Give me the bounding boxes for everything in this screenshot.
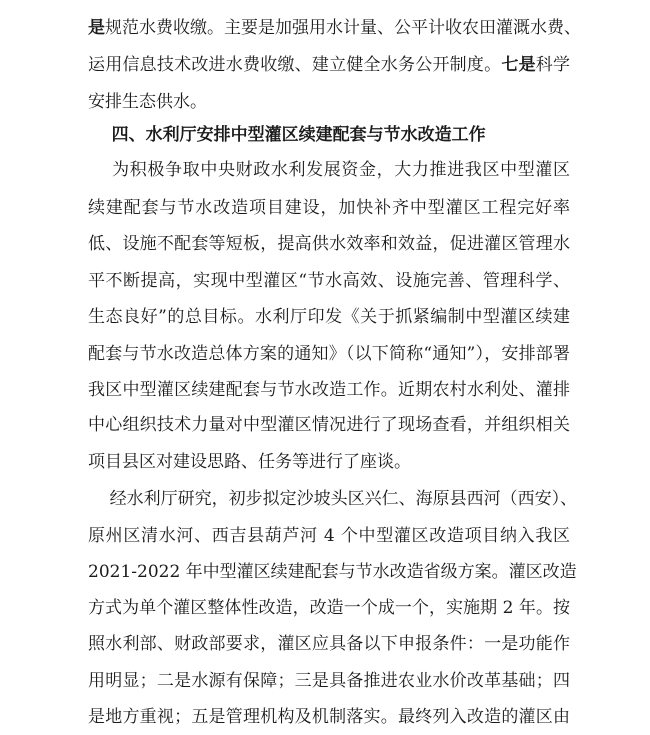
emphasis-text: 七是 [501,55,536,75]
section-heading: 四、水利厅安排中型灌区续建配套与节水改造工作 [88,125,486,145]
line-text: 科学 [535,55,571,75]
line-text: 运用信息技术改进水费收缴、建立健全水务公开制度。 [88,55,502,75]
paragraph-line: 用明显；二是水源有保障；三是具备推进农业水价改革基础；四 [88,671,570,691]
paragraph-line: 为积极争取中央财政水利发展资金，大力推进我区中型灌区 [88,160,570,180]
paragraph-line: 平不断提高，实现中型灌区“节水高效、设施完善、管理科学、 [88,271,570,291]
paragraph-line: 项目县区对建设思路、任务等进行了座谈。 [88,452,411,472]
paragraph-line: 照水利部、财政部要求，灌区应具备以下申报条件：一是功能作 [88,634,570,654]
paragraph-line: 续建配套与节水改造项目建设，加快补齐中型灌区工程完好率 [88,198,570,218]
paragraph-line: 是地方重视；五是管理机构及机制落实。最终列入改造的灌区由 [88,707,570,727]
paragraph-line: 原州区清水河、西吉县葫芦河 4 个中型灌区改造项目纳入我区 [88,526,570,546]
paragraph-line: 中心组织技术力量对中型灌区情况进行了现场查看，并组织相关 [88,415,570,435]
paragraph-line: 低、设施不配套等短板，提高供水效率和效益，促进灌区管理水 [88,234,570,254]
paragraph-line: 方式为单个灌区整体性改造，改造一个成一个，实施期 2 年。按 [88,598,570,618]
paragraph-line: 经水利厅研究，初步拟定沙坡头区兴仁、海原县西河（西安）、 [88,489,578,509]
paragraph-line: 2021-2022 年中型灌区续建配套与节水改造省级方案。灌区改造 [88,562,577,582]
paragraph-line [88,47,570,83]
paragraph-line: 我区中型灌区续建配套与节水改造工作。近期农村水利处、灌排 [88,380,570,400]
paragraph-line [88,10,581,46]
paragraph-line: 生态良好”的总目标。水利厅印发《关于抓紧编制中型灌区续建 [88,307,570,327]
emphasis-text: 是 [88,18,105,38]
paragraph-line: 配套与节水改造总体方案的通知》（以下简称“通知”），安排部署 [88,344,570,364]
line-text: 规范水费收缴。主要是加强用水计量、公平计收农田灌溉水费、 [105,18,581,38]
paragraph-line [88,84,570,120]
line-text: 安排生态供水。 [88,92,207,112]
